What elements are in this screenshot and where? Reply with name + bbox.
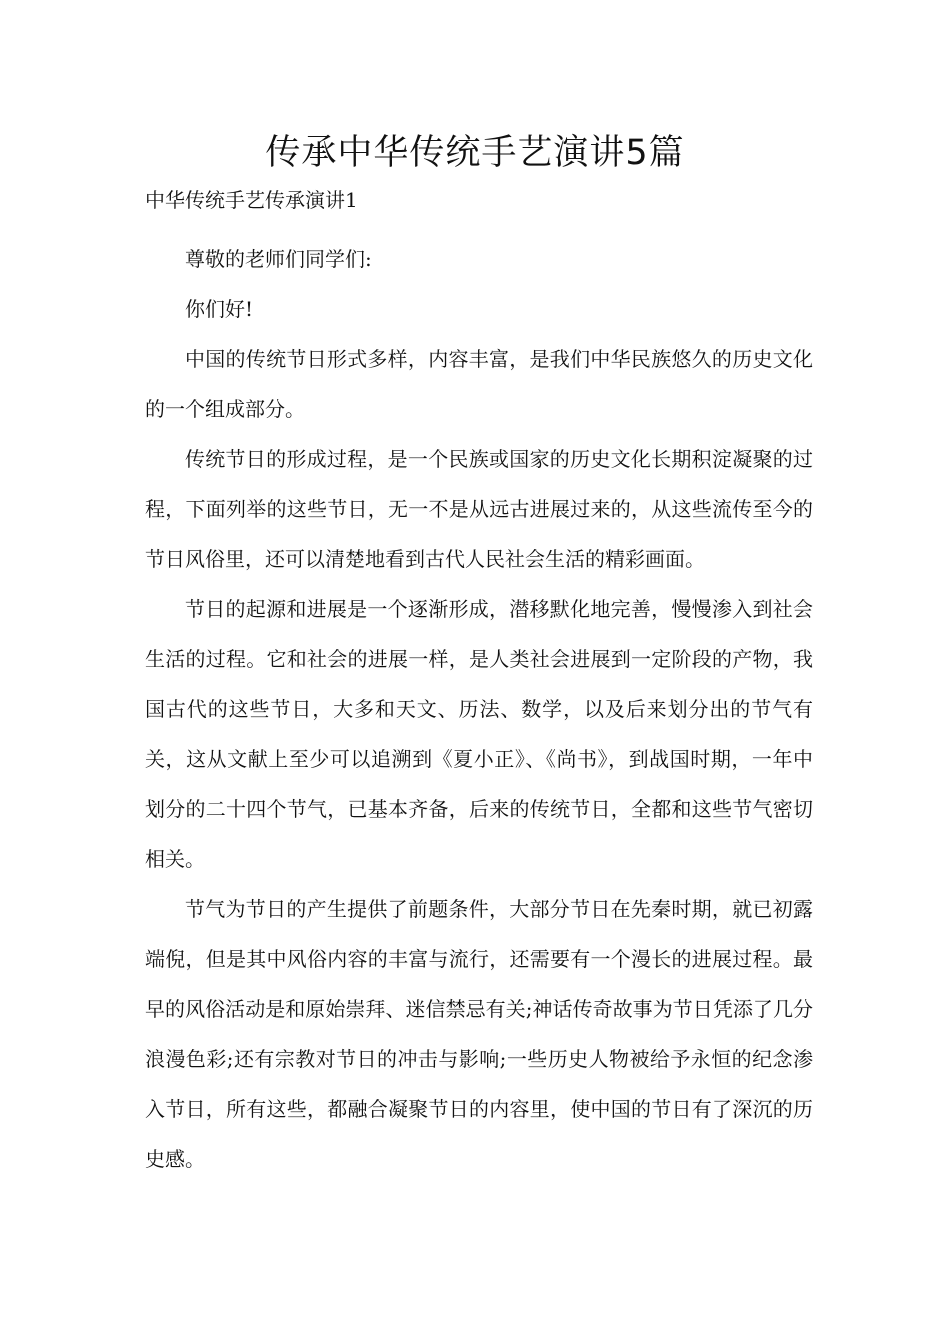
greeting-line: 尊敬的老师们同学们: (185, 247, 372, 271)
body-paragraph: 中国的传统节日形式多样，内容丰富，是我们中华民族悠久的历史文化的一个组成部分。 (145, 347, 813, 421)
body-paragraph: 节气为节日的产生提供了前题条件，大部分节日在先秦时期，就已初露端倪，但是其中风俗内容的丰富与流行，还需要有一个漫长的进展过程。最早的风俗活动是和原始崇拜、迷信禁忌有关;神话传奇故事为节日凭添了几分浪漫色彩;还有宗教对节日的冲击与影响;一些历史人物被给予永恒的纪念渗入节日，所有这些，都融合凝聚节日的内容里，使中国的节日有了深沉的历史感。 (145, 897, 813, 1171)
body-paragraph: 传统节日的形成过程，是一个民族或国家的历史文化长期积淀凝聚的过程，下面列举的这些节日，无一不是从远古进展过来的，从这些流传至今的节日风俗里，还可以清楚地看到古代人民社会生活的精彩画面。 (145, 447, 813, 571)
document-title: 传承中华传统手艺演讲5篇 (265, 133, 685, 173)
speech-subtitle: 中华传统手艺传承演讲1 (145, 188, 358, 212)
document-body (145, 234, 813, 1184)
salutation-line: 你们好! (185, 297, 254, 321)
body-paragraph: 节日的起源和进展是一个逐渐形成，潜移默化地完善，慢慢渗入到社会生活的过程。它和社会的进展一样，是人类社会进展到一定阶段的产物，我国古代的这些节日，大多和天文、历法、数学，以及后来划分出的节气有关，这从文献上至少可以追溯到《夏小正》、《尚书》，到战国时期，一年中划分的二十四个节气，已基本齐备，后来的传统节日，全都和这些节气密切相关。 (145, 597, 813, 871)
